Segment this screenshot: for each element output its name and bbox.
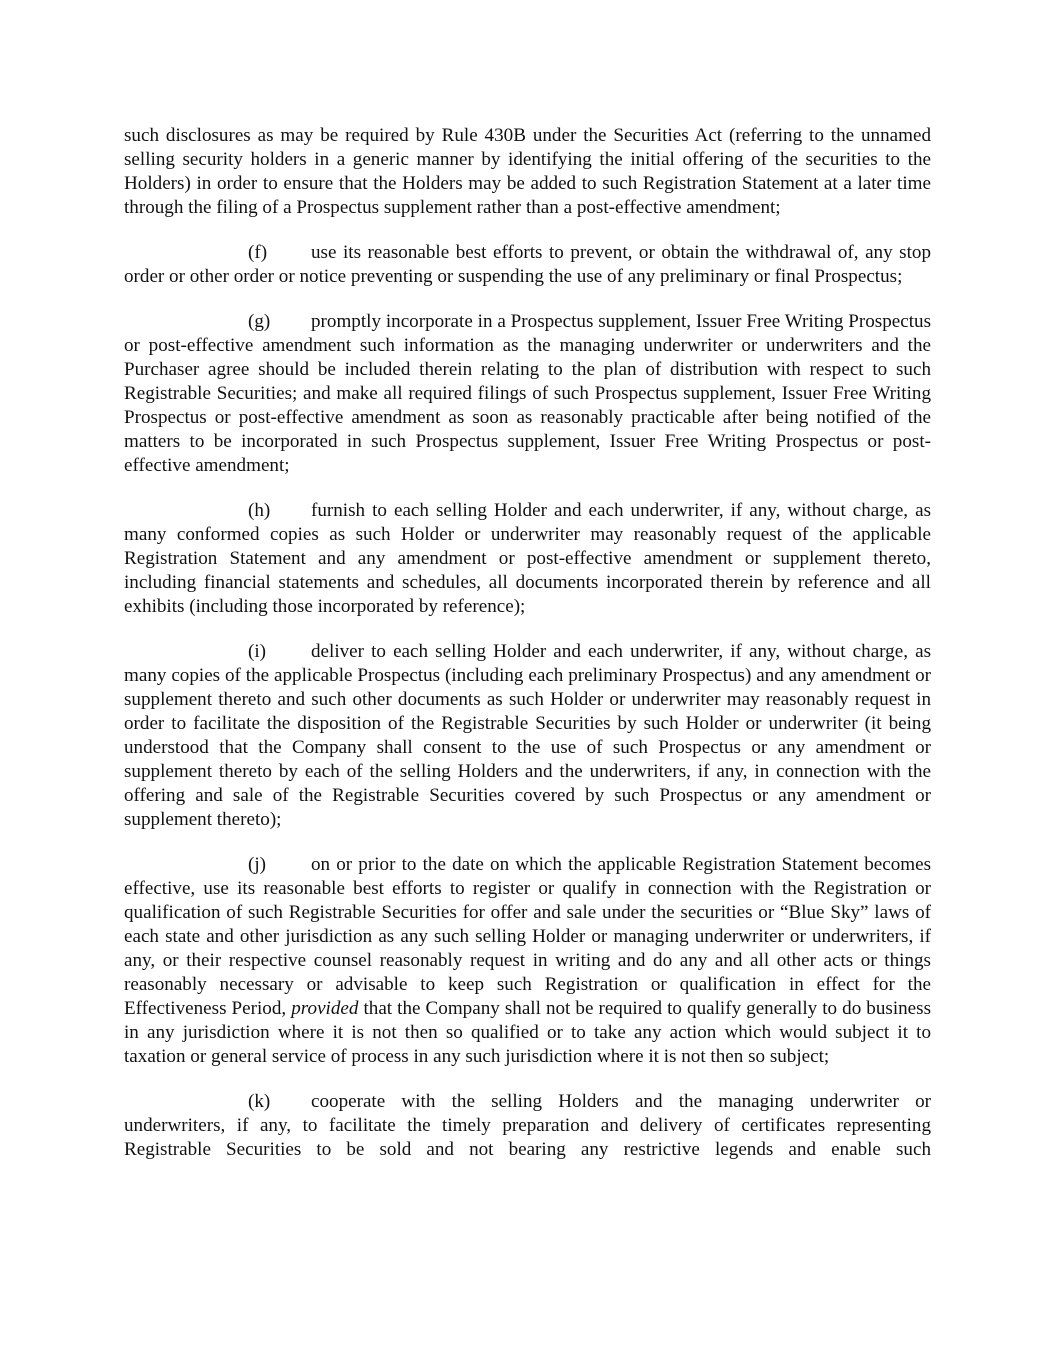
paragraph-text: furnish to each selling Holder and each underwriter, if any, without charge, as many conformed copies as such Holder or underwriter may reasonably request of the applicable Registration Statement and any amendment or post-effective amendment or supplement thereto, including financial statements and schedules, all documents incorporated therein by reference and all exhibits (including those incorporated by reference); <box>124 500 931 617</box>
paragraph-k <box>124 1090 931 1162</box>
paragraph-text: such disclosures as may be required by Rule 430B under the Securities Act (referring to the unnamed selling security holders in a generic manner by identifying the initial offering of the securities to the Holders) in order to ensure that the Holders may be added to such Registration Statement at a later time through the filing of a Prospectus supplement rather than a post-effective amendment; <box>124 125 931 218</box>
paragraph-f <box>124 241 931 289</box>
paragraph-label: (k) <box>248 1091 271 1112</box>
paragraph-label: (h) <box>248 500 271 521</box>
paragraph-intro <box>124 124 931 220</box>
paragraph-label: (g) <box>248 311 271 332</box>
paragraph-text: promptly incorporate in a Prospectus supplement, Issuer Free Writing Prospectus or post-effective amendment such information as the managing underwriter or underwriters and the Purchaser agree should be included therein relating to the plan of distribution with respect to such Registrable Securities; and make all required filings of such Prospectus supplement, Issuer Free Writing Prospectus or post-effective amendment as soon as reasonably practicable after being notified of the matters to be incorporated in such Prospectus supplement, Issuer Free Writing Prospectus or post-effective amendment; <box>124 311 931 476</box>
paragraph-text: cooperate with the selling Holders and the managing underwriter or underwriters, if any, to facilitate the timely preparation and delivery of certificates representing Registrable Securities to be sold and not bearing any restrictive legends and enable such <box>124 1091 931 1160</box>
paragraph-label: (i) <box>248 641 267 662</box>
paragraph-i <box>124 640 931 832</box>
paragraph-text: on or prior to the date on which the applicable Registration Statement becomes effective, use its reasonable best efforts to register or qualify in connection with the Registration or qualification of such Registrable Securities for offer and sale under the securities or “Blue Sky” laws of each state and other jurisdiction as any such selling Holder or managing underwriter or underwriters, if any, or their respective counsel reasonably request in writing and do any and all other acts or things reasonably necessary or advisable to keep such Registration or qualification in effect for the Effectiveness Period, <box>124 854 931 1019</box>
paragraph-text: use its reasonable best efforts to prevent, or obtain the withdrawal of, any stop order or other order or notice preventing or suspending the use of any preliminary or final Prospectus; <box>124 242 931 287</box>
document-page <box>124 124 931 1162</box>
paragraph-j <box>124 853 931 1069</box>
paragraph-g <box>124 310 931 478</box>
paragraph-text: deliver to each selling Holder and each underwriter, if any, without charge, as many copies of the applicable Prospectus (including each preliminary Prospectus) and any amendment or supplement thereto and such other documents as such Holder or underwriter may reasonably request in order to facilitate the disposition of the Registrable Securities by such Holder or underwriter (it being understood that the Company shall consent to the use of such Prospectus or any amendment or supplement thereto by each of the selling Holders and the underwriters, if any, in connection with the offering and sale of the Registrable Securities covered by such Prospectus or any amendment or supplement thereto); <box>124 641 931 830</box>
paragraph-label: (j) <box>248 854 267 875</box>
paragraph-text-continued: that the Company shall not be required to qualify generally to do business in any jurisdiction where it is not then so qualified or to take any action which would subject it to taxation or general service of process in any such jurisdiction where it is not then so subject; <box>124 998 932 1067</box>
paragraph-italic-term: provided <box>291 998 359 1019</box>
paragraph-h <box>124 499 931 619</box>
paragraph-label: (f) <box>248 242 268 263</box>
